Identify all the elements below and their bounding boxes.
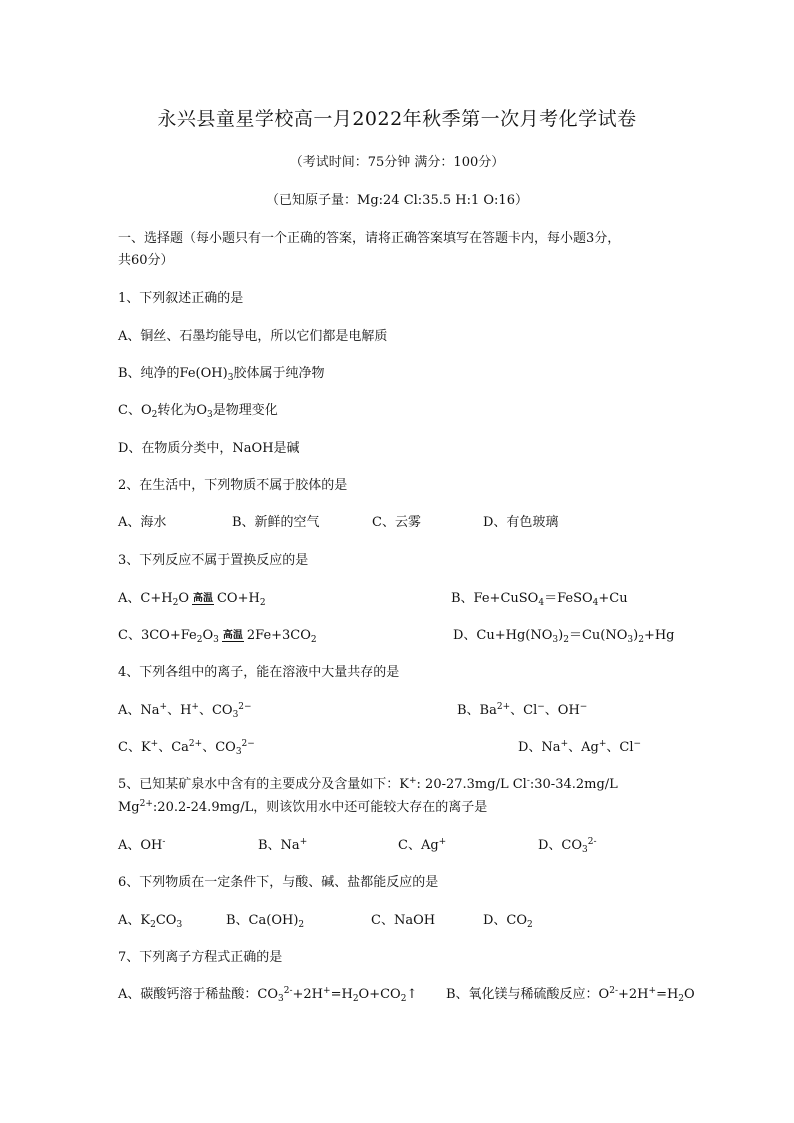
question-4-option-c: C、K+、$Ca^{2+}$、$CO_3^{2-}$ — [118, 739, 255, 757]
reaction-condition: 高温 — [222, 630, 243, 641]
question-3-option-a: A、$C+H_2O$ 高温 $CO+H_2$ — [118, 591, 266, 608]
question-5-option-d: D、$CO_3^{2-}$ — [538, 837, 597, 855]
question-1-option-c: C、$O_2$转化为$O_3$是物理变化 — [118, 403, 278, 420]
question-5-option-a: A、OH- — [118, 837, 166, 853]
question-1-option-d: D、在物质分类中，NaOH是碱 — [118, 441, 300, 456]
question-5-stem-line1: 5、已知某矿泉水中含有的主要成分及含量如下：K+: 20-27.3mg/L Cl-:30-34.2mg/L — [118, 776, 618, 792]
question-5-option-c: C、Ag+ — [398, 837, 447, 853]
question-1-option-b: B、纯净的$Fe(OH)_3$胶体属于纯净物 — [118, 366, 325, 383]
question-4-stem: 4、下列各组中的离子，能在溶液中大量共存的是 — [118, 665, 400, 680]
atomic-masses: （已知原子量：Mg:24 Cl:35.5 H:1 O:16） — [266, 193, 528, 208]
question-5-stem-line2: $Mg^{2+}:20.2-24.9mg/L$，则该饮用水中还可能较大存在的离子是 — [118, 799, 488, 815]
question-3-stem: 3、下列反应不属于置换反应的是 — [118, 553, 309, 568]
question-3-option-d: D、$Cu+Hg(NO_3)_2=Cu(NO_3)_2+Hg$ — [453, 628, 675, 645]
question-2-stem: 2、在生活中，下列物质不属于胶体的是 — [118, 478, 348, 493]
section-instructions-line2: 共60分） — [118, 253, 174, 268]
question-5-option-b: B、Na+ — [258, 837, 308, 853]
question-4-option-a: A、Na+、H+、$CO_3^{2-}$ — [118, 702, 252, 720]
question-6-option-b: B、$Ca(OH)_2$ — [226, 913, 305, 930]
question-1-option-a: A、铜丝、石墨均能导电，所以它们都是电解质 — [118, 329, 388, 344]
question-6-option-a: A、$K_2CO_3$ — [118, 913, 183, 930]
question-2-option-a: A、海水 — [118, 515, 167, 530]
question-7-option-b: B、氧化镁与稀硫酸反应：$O^{2-}+2H^+=H_2O$ — [446, 986, 695, 1004]
section-instructions-line1: 一、选择题（每小题只有一个正确的答案，请将正确答案填写在答题卡内，每小题3分， — [118, 231, 621, 246]
question-3-option-b: B、Fe+CuSO$_4$＝FeSO$_4$+Cu — [451, 591, 628, 608]
reaction-condition: 高温 — [192, 593, 213, 604]
question-4-option-d: D、Na+、Ag+、Cl− — [518, 739, 642, 755]
question-1-stem: 1、下列叙述正确的是 — [118, 291, 244, 306]
question-2-option-b: B、新鲜的空气 — [232, 515, 320, 530]
exam-info: （考试时间：75分钟 满分：100分） — [289, 155, 505, 170]
question-6-stem: 6、下列物质在一定条件下，与酸、碱、盐都能反应的是 — [118, 875, 439, 890]
question-4-option-b: B、$Ba^{2+}$、Cl−、OH− — [457, 702, 588, 718]
question-2-option-c: C、云雾 — [372, 515, 421, 530]
question-6-option-c: C、NaOH — [371, 913, 436, 928]
question-2-option-d: D、有色玻璃 — [483, 515, 559, 530]
question-7-stem: 7、下列离子方程式正确的是 — [118, 950, 283, 965]
exam-title: 永兴县童星学校高一月2022年秋季第一次月考化学试卷 — [157, 108, 637, 130]
question-7-option-a: A、碳酸钙溶于稀盐酸：$CO_3^{2-}+2H^+=H_2O+CO_2↑$ — [118, 986, 418, 1004]
question-3-option-c: C、$3CO+Fe_2O_3$ 高温 $2Fe+3CO_2$ — [118, 628, 317, 645]
question-6-option-d: D、$CO_2$ — [483, 913, 533, 930]
